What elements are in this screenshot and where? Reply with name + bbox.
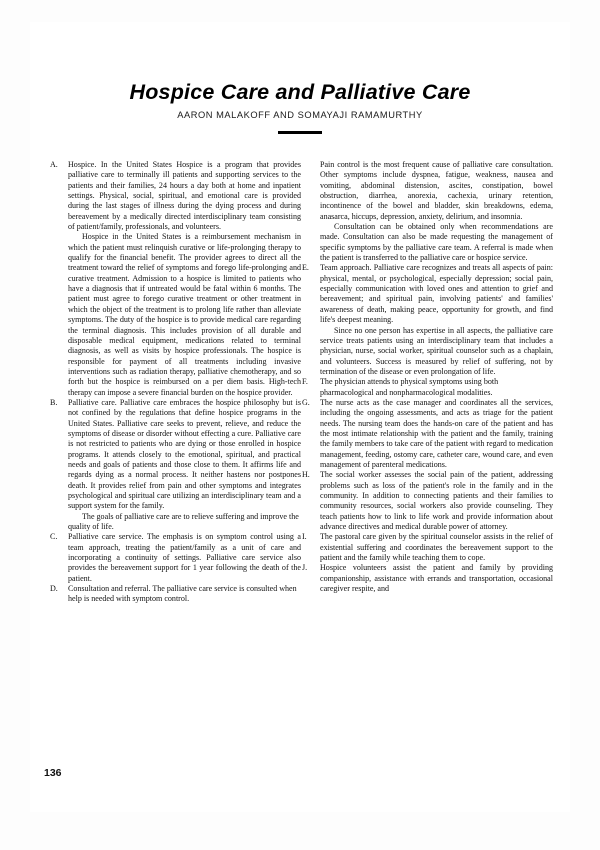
- list-marker: E.: [302, 263, 309, 273]
- list-item-text: Palliative care service. The emphasis is on symptom control using a team approach, treating the patient/family as a unit of care and incorporating a continuity of settings. Palliative care service also provides the bereavement support for 1 year following the death of the patient.: [68, 532, 301, 583]
- list-item-text: Hospice volunteers assist the patient and family by providing companionship, assistance with errands and transportation, occasional caregiver respite, and: [320, 563, 553, 594]
- list-item-text: Hospice in the United States is a reimbursement mechanism in which the patient must relinquish curative or life-prolonging therapy to qualify for the financial benefit. The provider agrees to direct all the treatment toward the relief of symptoms and forego life-prolonging and curative treatment. Admission to a hospice is limited to patients who have a diagnosis that if untreated would be fatal within 6 months. The patient must agree to forego curative treatment or other treatment in which the object of the treatment is to prolong life rather than alleviate symptoms. The duty of the hospice is to provide medical care regarding the terminal diagnosis. This includes provision of all durable and disposable medical equipment, medications related to terminal diagnosis, as well as visits by hospice professionals. The hospice is responsible for payment of all treatments including invasive interventions such as radiation therapy, palliative chemotherapy, and so forth but the hospice is reimbursed on a per diem basis. High-tech therapy can impose a severe financial burden on the hospice provider.: [68, 232, 301, 397]
- list-item: [302, 470, 553, 532]
- list-item-text: Since no one person has expertise in all aspects, the palliative care service treats patients using an interdisciplinary team that includes a physician, nurse, social worker, spiritual counselor such as a chaplain, and volunteers. Success is measured by relief of suffering, not by termination of the disease or even prolongation of life.: [320, 325, 553, 376]
- list-marker: J.: [302, 563, 308, 573]
- list-item-text: The nurse acts as the case manager and coordinates all the services, including the ongoing assessments, and acts as triage for the patient needs. The nursing team does the hands-on care of the patient and has the most intimate relationship with the patient and the family, training the family members to take care of the patient with regard to medication management, feeding, ostomy care, catheter care, wound care, and even management of parenteral medications.: [320, 397, 553, 469]
- list-item-text: Consultation and referral. The palliative care service is consulted when help is needed with symptom control.: [68, 584, 297, 604]
- list-item: [50, 398, 301, 512]
- list-marker: B.: [50, 397, 58, 407]
- list-marker: I.: [302, 532, 307, 542]
- list-item-text: The pastoral care given by the spiritual counselor assists in the relief of existential suffering and coordinates the bereavement support to the patient and the family while teaching them to cope.: [320, 532, 553, 563]
- body-columns: [30, 160, 570, 740]
- left-column: [50, 160, 301, 605]
- list-item: [302, 326, 553, 378]
- list-item-text: Team approach. Palliative care recognizes and treats all aspects of pain: physical, mental, or psychological, especially depression; social pain, especially communication with loved ones and attention to grief and bereavement; and spiritual pain, involving patients' and families' awareness of death, making peace, opportunity for growth, and find life's deepest meaning.: [320, 263, 553, 325]
- list-item: [50, 584, 301, 605]
- list-item: [302, 532, 553, 563]
- list-item: [302, 377, 553, 398]
- list-item-text: Palliative care. Palliative care embraces the hospice philosophy but is not confined by the regulations that define hospice programs in the United States. Palliative care seeks to prevent, relieve, and reduce the symptoms of disease or disorder without effecting a cure. Palliative care is not restricted to patients who are dying or those enrolled in hospice programs. It attends closely to the emotional, spiritual, and practical needs and goals of patients and those close to them. It affirms life and regards dying as a normal process. It neither hastens nor postpones death. It provides relief from pain and other symptoms and integrates psychological and spiritual care utilizing an interdisciplinary team and a support system for the family.: [68, 397, 301, 511]
- right-column: [302, 160, 553, 594]
- list-marker: G.: [302, 397, 310, 407]
- list-marker: H.: [302, 470, 310, 480]
- list-item-text: Pain control is the most frequent cause of palliative care consultation. Other symptoms include dyspnea, fatigue, weakness, nausea and vomiting, abdominal distension, ascites, constipation, bowel obstruction, diarrhea, anorexia, cachexia, urinary retention, incontinence of the bowel and bladder, skin breakdowns, edema, anasarca, hiccups, depression, anxiety, delirium, and insomnia.: [320, 160, 553, 221]
- list-item-text: The physician attends to physical symptoms using both pharmacological and nonpharmacological modalities.: [320, 377, 499, 397]
- list-item: [302, 160, 553, 222]
- list-marker: F.: [302, 377, 308, 387]
- list-item: [302, 563, 553, 594]
- title-divider-rule: [278, 131, 322, 134]
- list-marker: C.: [50, 532, 58, 542]
- list-item-text: Hospice. In the United States Hospice is a program that provides palliative care to terminally ill patients and supporting services to the patients and their families, 24 hours a day both at home and inpatient settings. Physical, social, spiritual, and emotional care is provided during the last stages of illness during the dying process and during bereavement by a medically directed interdisciplinary team consisting of patient/family, professionals, and volunteers.: [68, 160, 301, 232]
- list-item: [50, 160, 301, 232]
- page-content-area: [30, 22, 570, 812]
- page-title: Hospice Care and Palliative Care: [129, 80, 471, 104]
- list-item: [50, 532, 301, 584]
- list-item-text: The goals of palliative care are to relieve suffering and improve the quality of life.: [68, 511, 299, 532]
- page-number: 136: [44, 767, 62, 779]
- list-item: [50, 512, 301, 533]
- list-item: [302, 398, 553, 470]
- list-item-text: Consultation can be obtained only when recommendations are made. Consultation can also be made requesting the management of specific symptoms by the palliative care team. A referral is made when the patient is transferred to the palliative care or hospice service.: [320, 222, 553, 263]
- list-item: [50, 232, 301, 398]
- article-authors: AARON MALAKOFF AND SOMAYAJI RAMAMURTHY: [177, 110, 423, 120]
- list-item: [302, 222, 553, 263]
- list-marker: D.: [50, 584, 58, 594]
- list-item-text: The social worker assesses the social pain of the patient, addressing problems such as loss of the patient's role in the family and in the community. In addition to connecting patients and their families to community resources, social workers also provide counseling. They teach patients how to link to life work and provide information about advance directives and medical durable power of attorney.: [320, 470, 553, 532]
- list-item: [302, 263, 553, 325]
- list-marker: A.: [50, 160, 58, 169]
